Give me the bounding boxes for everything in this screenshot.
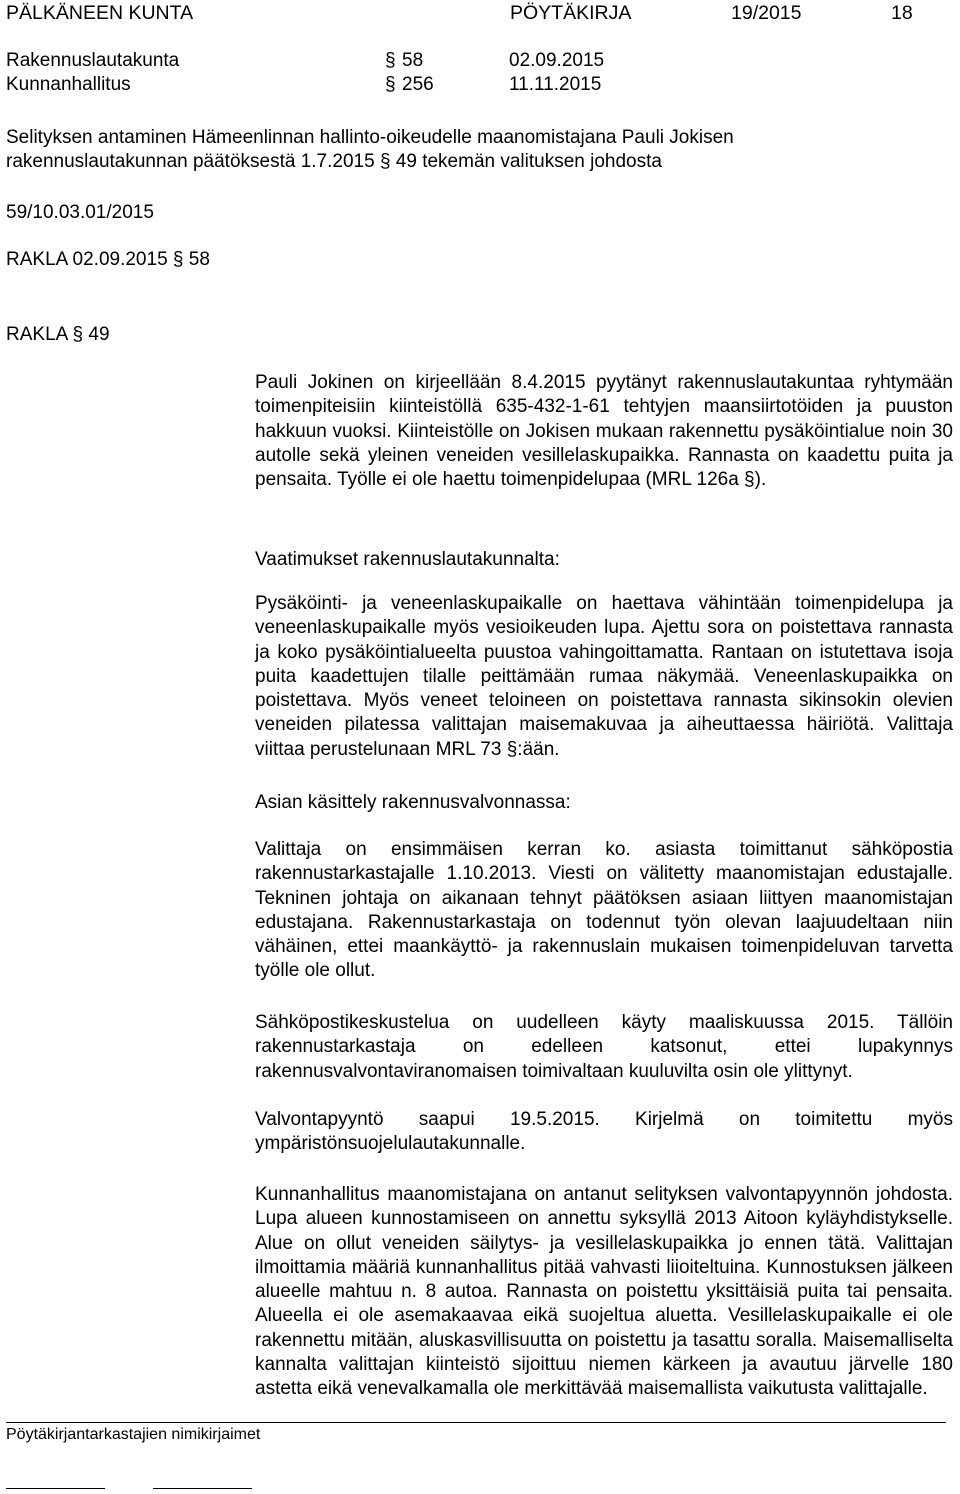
paragraph-complaint: Pauli Jokinen on kirjeellään 8.4.2015 pyytänyt rakennuslautakuntaa ryhtymään toimenpiteisiin kiinteistöllä 635-432-1-61 tehtyjen maansiirtotöiden ja puuston hakkuun vuoksi. Kiinteistölle on Jokisen mukaan rakennettu pysäköintialue noin 30 autolle sekä yleinen veneiden vesillelaskupaikka. Rannasta on kaadettu puita ja pensaita. Työlle ei ole haettu toimenpidelupaa (MRL 126a §). <box>255 372 953 491</box>
document-number: 19/2015 <box>731 2 802 24</box>
footer-divider <box>6 1422 946 1423</box>
paragraph-email: Sähköpostikeskustelua on uudelleen käyty maaliskuussa 2015. Tällöin rakennustarkastaja on edelleen katsonut, ettei lupakynnys rakennusvalvontaviranomaisen toimivaltaan kuuluvilta osin ole ylittynyt. <box>255 1012 953 1082</box>
signature-line <box>6 1488 105 1489</box>
paragraph-request: Valvontapyyntö saapui 19.5.2015. Kirjelmä on toimitettu myös ympäristönsuojelulautakunnalle. <box>255 1109 953 1155</box>
subject-line-2: rakennuslautakunnan päätöksestä 1.7.2015 § 49 tekemän valituksen johdosta <box>6 151 662 172</box>
meeting-body: Rakennuslautakunta <box>6 50 180 71</box>
section-symbol: § <box>385 50 396 71</box>
signature-label: Pöytäkirjantarkastajien nimikirjaimet <box>6 1426 261 1443</box>
paragraph-processing: Valittaja on ensimmäisen kerran ko. asiasta toimittanut sähköpostia rakennustarkastajalle 1.10.2013. Viesti on välitetty maanomistajan edustajalle. Tekninen johtaja on aikanaan tehnyt päätöksen asiaan liittyen maanomistajan edustajana. Rakennustarkastaja on todennut työn olevan laajuudeltaan niin vähäinen, ettei maankäyttö- ja rakennuslain mukaisen toimenpideluvan tarvetta työlle ole ollut. <box>255 839 953 982</box>
municipality-name: PÄLKÄNEEN KUNTA <box>6 2 194 24</box>
section-symbol: § <box>385 74 396 95</box>
meeting-date: 11.11.2015 <box>509 74 602 95</box>
meeting-date: 02.09.2015 <box>509 50 605 71</box>
reference-rakla-58: RAKLA 02.09.2015 § 58 <box>6 249 210 270</box>
meeting-section: 58 <box>402 50 424 71</box>
heading-processing: Asian käsittely rakennusvalvonnassa: <box>255 792 571 813</box>
case-number: 59/10.03.01/2015 <box>6 202 154 223</box>
signature-line <box>153 1488 252 1489</box>
paragraph-requirements: Pysäköinti- ja veneenlaskupaikalle on haettava vähintään toimenpidelupa ja veneenlaskupaikalle myös vesioikeuden lupa. Ajettu sora on poistettava rannasta ja koko pysäköintialueelta puustoa vahingoittamatta. Rantaan on istutettava isoja puita kaadettujen tilalle peittämään rumaa näkymää. Veneenlaskupaikka on poistettava. Myös veneet teloineen on poistettava rannasta sikinsokin olevien veneiden pilatessa valittajan maisemakuvaa ja aiheuttaessa häiriötä. Valittaja viittaa perustelunaan MRL 73 §:ään. <box>255 593 953 760</box>
subject-line-1: Selityksen antaminen Hämeenlinnan hallinto-oikeudelle maanomistajana Pauli Jokisen <box>6 127 734 148</box>
document-type: PÖYTÄKIRJA <box>510 2 632 24</box>
paragraph-board-statement: Kunnanhallitus maanomistajana on antanut selityksen valvontapyynnön johdosta. Lupa alueen kunnostamiseen on annettu syksyllä 2013 Aitoon kyläyhdistykselle. Alue on ollut veneiden säilytys- ja vesillelaskupaikka jo ennen tätä. Valittajan ilmoittamia määriä kunnanhallitus pitää vahvasti liioiteltuina. Kunnostuksen jälkeen alueelle mahtuu n. 8 autoa. Rannasta on poistettu yksittäisiä puita tai pensaita. Alueella ei ole asemakaavaa eikä suojeltua aluetta. Vesillelaskupaikalle ei ole rakennettu mitään, aluskasvillisuutta on poistettu ja tasattu soralla. Maisemalliselta kannalta valittajan kiinteistö sijoittuu niemen kärkeen ja avautuu järvelle 180 astetta eikä venevalkamalla ole merkittävää maisemallista vaikutusta valittajalle. <box>255 1184 953 1400</box>
heading-requirements: Vaatimukset rakennuslautakunnalta: <box>255 549 560 570</box>
reference-rakla-49: RAKLA § 49 <box>6 324 110 345</box>
meeting-body: Kunnanhallitus <box>6 74 131 95</box>
page-number: 18 <box>891 2 913 24</box>
meeting-section: 256 <box>402 74 434 95</box>
